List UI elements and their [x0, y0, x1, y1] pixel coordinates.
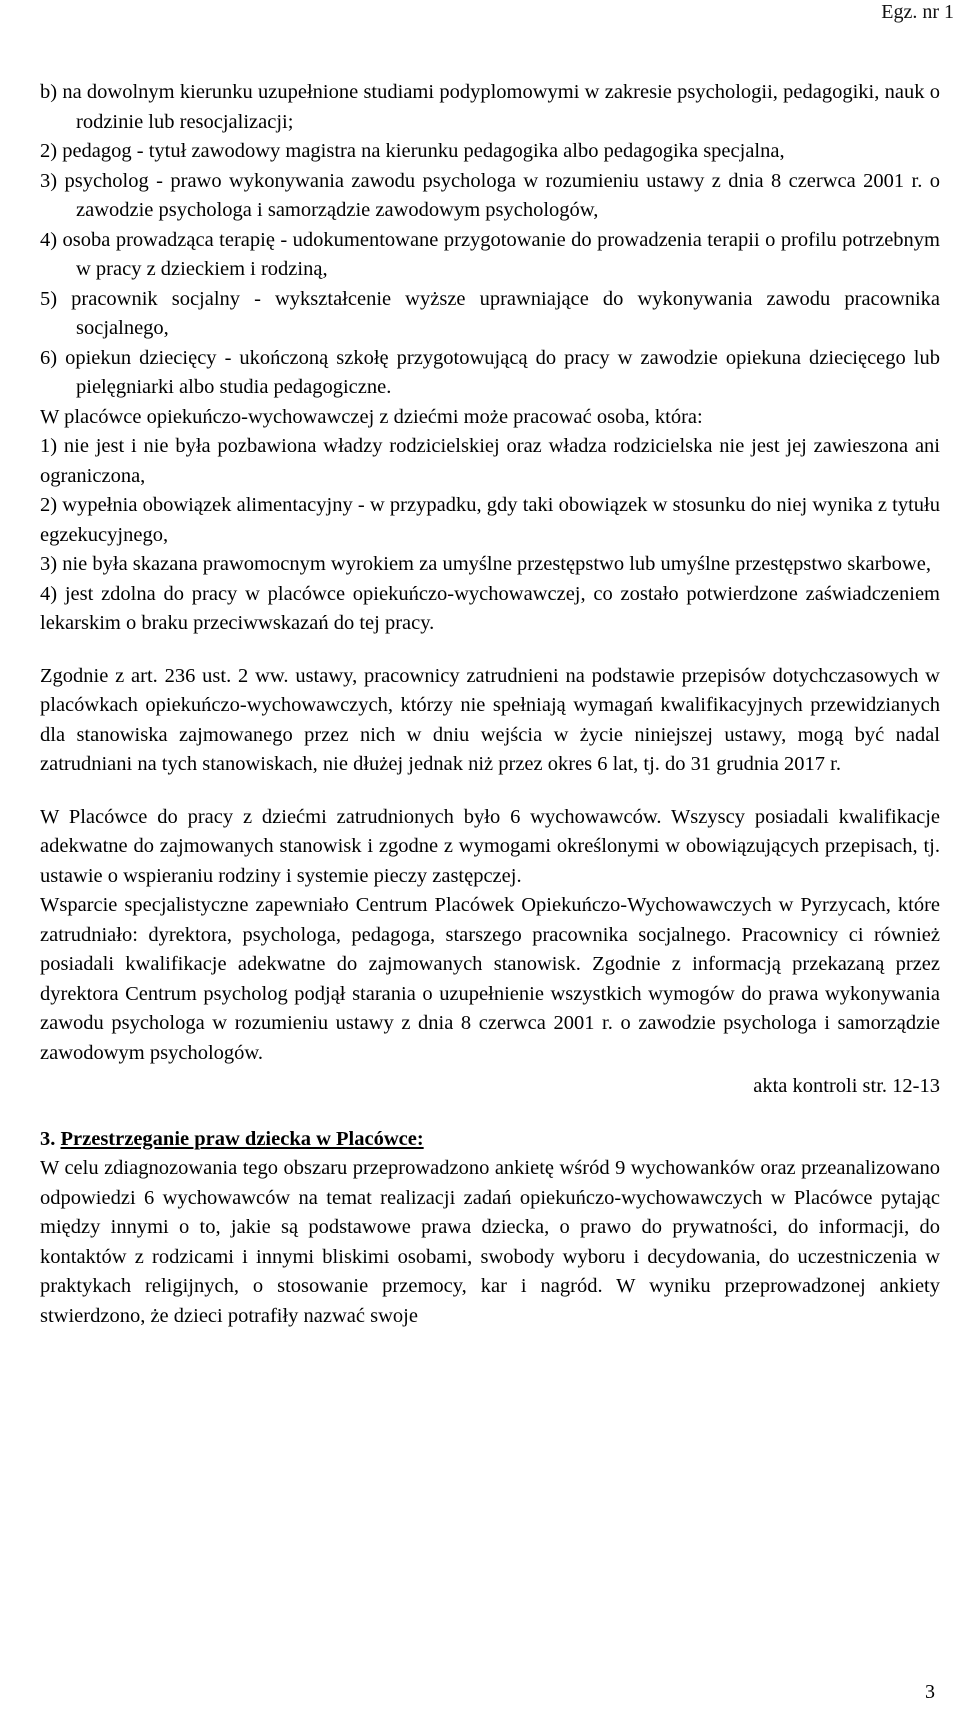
copy-number-label: Egz. nr 1	[881, 1, 954, 23]
list-item: 2) pedagog - tytuł zawodowy magistra na kierunku pedagogika albo pedagogika specjalna,	[40, 140, 785, 162]
requirement-item: 3) nie była skazana prawomocnym wyrokiem za umyślne przestępstwo lub umyślne przestępstwo skarbowe,	[40, 553, 931, 575]
staff-paragraph: W Placówce do pracy z dziećmi zatrudnionych było 6 wychowawców. Wszyscy posiadali kwalifikacje adekwatne do zajmowanych stanowisk i zgodne z wymogami określonymi w obowiązujących przepisach, tj. ustawie o wspieraniu rodziny i systemie pieczy zastępczej.	[40, 805, 940, 887]
list-item: 4) osoba prowadząca terapię - udokumentowane przygotowanie do prowadzenia terapii o profilu potrzebnym w pracy z dzieckiem i rodziną,	[40, 228, 940, 280]
section-title: Przestrzeganie praw dziecka w Placówce:	[60, 1127, 424, 1150]
list-item: b) na dowolnym kierunku uzupełnione studiami podyplomowymi w zakresie psychologii, pedagogiki, nauk o rodzinie lub resocjalizacji;	[40, 81, 940, 133]
requirements-intro: W placówce opiekuńczo-wychowawczej z dziećmi może pracować osoba, która:	[40, 405, 703, 428]
list-item: 6) opiekun dziecięcy - ukończoną szkołę przygotowującą do pracy w zawodzie opiekuna dziecięcego lub pielęgniarki albo studia pedagogiczne.	[40, 346, 940, 398]
requirement-item: 1) nie jest i nie była pozbawiona władzy rodzicielskiej oraz władza rodzicielska nie jest jej zawieszona ani ograniczona,	[40, 435, 940, 487]
document-body	[40, 78, 940, 1331]
akta-reference: akta kontroli str. 12-13	[753, 1075, 940, 1097]
requirement-item: 4) jest zdolna do pracy w placówce opiekuńczo-wychowawczej, co zostało potwierdzone zaświadczeniem lekarskim o braku przeciwwskazań do tej pracy.	[40, 582, 940, 634]
list-item: 3) psycholog - prawo wykonywania zawodu psychologa w rozumieniu ustawy z dnia 8 czerwca 2001 r. o zawodzie psychologa i samorządzie zawodowym psychologów,	[40, 169, 940, 221]
page-number: 3	[925, 1681, 935, 1703]
section-number: 3.	[40, 1127, 56, 1150]
requirement-item: 2) wypełnia obowiązek alimentacyjny - w przypadku, gdy taki obowiązek w stosunku do niej wynika z tytułu egzekucyjnego,	[40, 494, 940, 546]
section-heading	[40, 1125, 940, 1155]
list-item: 5) pracownik socjalny - wykształcenie wyższe uprawniające do wykonywania zawodu pracownika socjalnego,	[40, 287, 940, 339]
art-236-paragraph: Zgodnie z art. 236 ust. 2 ww. ustawy, pracownicy zatrudnieni na podstawie przepisów dotychczasowych w placówkach opiekuńczo-wychowawczych, którzy nie spełniają wymagań kwalifikacyjnych przewidzianych dla stanowiska zajmowanego przez nich w dniu wejścia w życie niniejszej ustawy, mogą być nadal zatrudniani na tych stanowiskach, nie dłużej jednak niż przez okres 6 lat, tj. do 31 grudnia 2017 r.	[40, 664, 940, 775]
section-paragraph: W celu zdiagnozowania tego obszaru przeprowadzono ankietę wśród 9 wychowanków oraz przeanalizowano odpowiedzi 6 wychowawców na temat realizacji zadań opiekuńczo-wychowawczych w Placówce pytając między innymi o to, jakie są podstawowe prawa dziecka, o prawo do prywatności, do informacji, do kontaktów z rodzicami i innymi bliskimi osobami, swobody wyboru i decydowania, do uczestniczenia w praktykach religijnych, o stosowanie przemocy, kar i nagród. W wyniku przeprowadzonej ankiety stwierdzono, że dzieci potrafiły nazwać swoje	[40, 1157, 940, 1327]
support-paragraph: Wsparcie specjalistyczne zapewniało Centrum Placówek Opiekuńczo-Wychowawczych w Pyrzycach, które zatrudniało: dyrektora, psychologa, pedagoga, starszego pracownika socjalnego. Pracownicy ci również posiadali kwalifikacje adekwatne do zajmowanych stanowisk. Zgodnie z informacją przekazaną przez dyrektora Centrum psycholog podjął starania o uzupełnienie wszystkich wymogów do prawa wykonywania zawodu psychologa w rozumieniu ustawy z dnia 8 czerwca 2001 r. o zawodzie psychologa i samorządzie zawodowym psychologów.	[40, 894, 940, 1064]
